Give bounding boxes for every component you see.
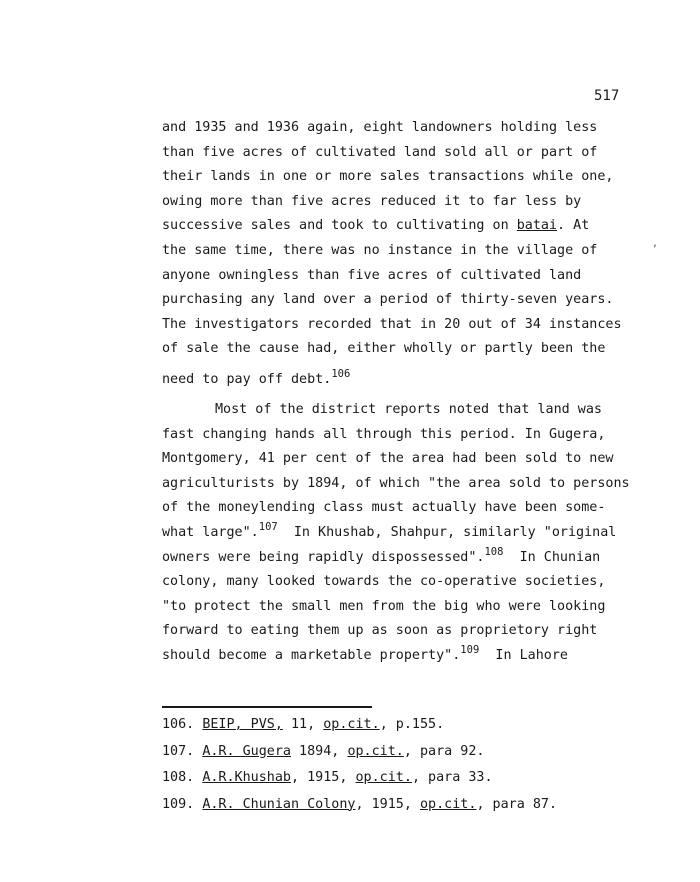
footnote-text: , para 92. (403, 743, 485, 759)
footnote-text: , p.155. (379, 717, 445, 732)
text-line: of the moneylending class must actually have been some- (162, 500, 606, 516)
footnote-ref-108[interactable]: 108 (484, 545, 504, 558)
footnote-citation: op.cit. (347, 743, 404, 759)
footnote-108 (162, 765, 557, 792)
text-line: colony, many looked towards the co-operative societies, (162, 574, 606, 590)
footnote-citation: op.cit. (323, 717, 380, 732)
footnotes (162, 712, 557, 818)
footnote-text: , 1915, (291, 770, 356, 785)
footnote-number: 106. (162, 717, 203, 732)
text-line: agriculturists by 1894, of which "the area sold to persons (162, 475, 630, 491)
text-line: and 1935 and 1936 again, eight landowners holding less (162, 120, 598, 135)
text-line: their lands in one or more sales transactions while one, (162, 169, 614, 185)
footnote-source: BEIP, PVS, (202, 717, 283, 732)
text-line: forward to eating them up as soon as proprietory right (162, 623, 598, 639)
text-line (162, 214, 632, 239)
text-line: Montgomery, 41 per cent of the area had been sold to new (162, 451, 614, 467)
text-line (162, 644, 632, 669)
text-line: Most of the district reports noted that land was (215, 401, 602, 417)
footnote-source: A.R.Khushab (202, 770, 291, 785)
text-line: the same time, there was no instance in the village of (162, 242, 598, 258)
footnote-ref-107[interactable]: 107 (258, 520, 278, 533)
text-span: what large". (162, 524, 259, 540)
footnote-109 (162, 792, 557, 819)
body-text (162, 116, 632, 668)
footnote-text: , 1915, (355, 796, 420, 812)
footnote-text: , para 87. (476, 796, 558, 812)
text-span: need to pay off debt. (162, 371, 332, 387)
footnote-text: , para 33. (411, 770, 493, 785)
text-span: In Chunian (503, 549, 601, 565)
text-span: . At (557, 218, 590, 234)
footnote-citation: op.cit. (355, 770, 412, 785)
text-line: The investigators recorded that in 20 out of 34 instances (162, 316, 622, 332)
text-span: owners were being rapidly dispossessed". (162, 549, 485, 565)
footnote-107 (162, 739, 557, 766)
text-line (162, 546, 632, 571)
text-span: should become a marketable property". (162, 647, 461, 663)
footnote-number: 107. (162, 743, 203, 759)
footnote-text: 11, (282, 717, 324, 732)
text-line: of sale the cause had, either wholly or partly been the (162, 341, 606, 357)
footnote-ref-106[interactable]: 106 (331, 367, 351, 380)
footnote-source: A.R. Gugera (202, 743, 291, 759)
stray-mark: , (652, 238, 659, 249)
text-line: "to protect the small men from the big who were looking (162, 598, 606, 614)
footnote-source: A.R. Chunian Colony (202, 796, 356, 812)
footnote-ref-109[interactable]: 109 (460, 643, 480, 656)
footnote-text: 1894, (291, 743, 348, 759)
footnote-106 (162, 712, 557, 739)
text-line: than five acres of cultivated land sold all or part of (162, 144, 598, 160)
text-line (162, 521, 632, 546)
underlined-term: batai (516, 218, 558, 234)
footnote-citation: op.cit. (420, 796, 477, 812)
footnote-number: 108. (162, 770, 203, 785)
text-line: owing more than five acres reduced it to far less by (162, 193, 582, 209)
text-span: In Lahore (479, 647, 568, 663)
text-span: In Khushab, Shahpur, similarly "original (277, 524, 617, 540)
text-line: purchasing any land over a period of thirty-seven years. (162, 292, 614, 308)
footnote-rule (162, 706, 372, 708)
text-line (162, 362, 632, 398)
text-span: successive sales and took to cultivating on (162, 218, 517, 234)
page-number: 517 (594, 88, 620, 104)
text-line: fast changing hands all through this period. In Gugera, (162, 426, 606, 442)
footnote-number: 109. (162, 796, 203, 812)
text-line: anyone owningless than five acres of cultivated land (162, 267, 582, 283)
